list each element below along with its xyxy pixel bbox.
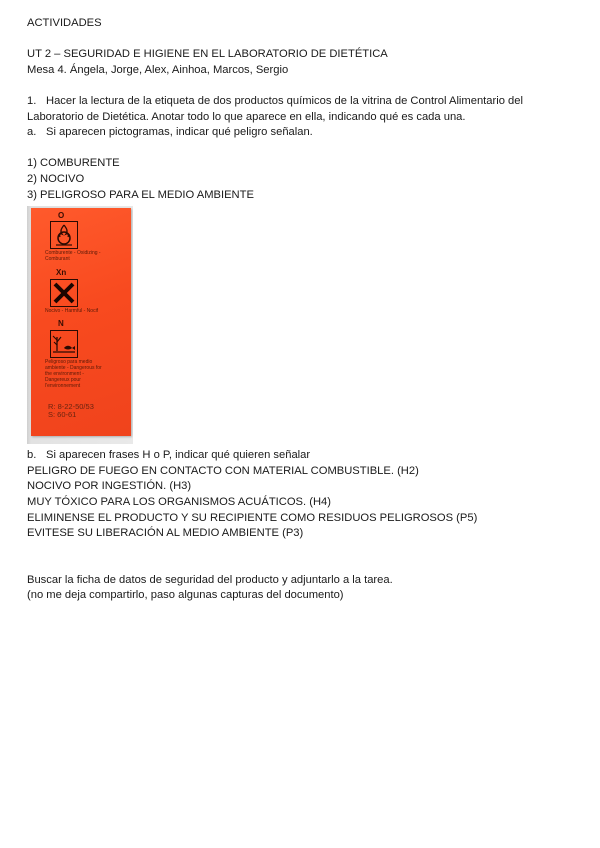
environment-hazard-icon — [50, 330, 78, 358]
closing-line2: (no me deja compartirlo, paso algunas capturas del documento) — [27, 589, 344, 602]
subtask-a-letter: a. — [27, 126, 37, 139]
subtask-a — [27, 125, 577, 141]
caption-n-line1: Peligroso para medio — [45, 359, 93, 366]
phrase-item: PELIGRO DE FUEGO EN CONTACTO CON MATERIAL COMBUSTIBLE. (H2) — [27, 464, 419, 477]
phrase-item: NOCIVO POR INGESTIÓN. (H3) — [27, 480, 192, 493]
oxidizing-pictogram-icon — [50, 221, 78, 249]
chemical-label-photo — [27, 206, 133, 444]
harmful-cross-icon — [50, 279, 78, 307]
subtask-b — [27, 448, 577, 464]
group-members: Mesa 4. Ángela, Jorge, Alex, Ainhoa, Marcos, Sergio — [27, 63, 289, 76]
unit-title: UT 2 – SEGURIDAD E HIGIENE EN EL LABORATORIO DE DIETÉTICA — [27, 48, 388, 61]
pictogram-item: 2) NOCIVO — [27, 172, 85, 185]
r-phrases: R: 8-22-50/53 — [48, 402, 94, 412]
document-page — [27, 16, 577, 604]
subtask-a-text: Si aparecen pictogramas, indicar qué peligro señalan. — [46, 126, 313, 139]
phrase-item: ELIMINENSE EL PRODUCTO Y SU RECIPIENTE COMO RESIDUOS PELIGROSOS (P5) — [27, 511, 478, 524]
caption-n-line4: Dangereux pour — [45, 377, 81, 384]
caption-o-line2: Comburant — [45, 256, 70, 263]
caption-o-line1: Comburente - Oxidizing - — [45, 250, 101, 257]
phrase-item: MUY TÓXICO PARA LOS ORGANISMOS ACUÁTICOS. (H4) — [27, 495, 331, 508]
caption-xn: Nocivo - Harmful - Nocif — [45, 308, 99, 315]
subtask-b-letter: b. — [27, 449, 37, 462]
chemical-label — [31, 208, 131, 436]
task-1 — [27, 94, 577, 110]
closing-line1: Buscar la ficha de datos de seguridad del producto y adjuntarlo a la tarea. — [27, 573, 393, 586]
s-phrases: S: 60-61 — [48, 410, 77, 420]
task-1-text-line2: Laboratorio de Dietética. Anotar todo lo que aparece en ella, indicando qué es cada una. — [27, 110, 466, 123]
hazard-code-o: O — [58, 211, 65, 221]
pictogram-item: 3) PELIGROSO PARA EL MEDIO AMBIENTE — [27, 188, 254, 201]
task-1-number: 1. — [27, 94, 37, 107]
hazard-code-xn: Xn — [56, 268, 67, 278]
caption-n-line5: l'environnement — [45, 383, 81, 390]
task-1-text-line1: Hacer la lectura de la etiqueta de dos productos químicos de la vitrina de Control Alimentario del — [46, 94, 523, 107]
phrase-item: EVITESE SU LIBERACIÓN AL MEDIO AMBIENTE (P3) — [27, 527, 304, 540]
caption-n-line2: ambiente - Dangerous for — [45, 365, 102, 372]
caption-n-line3: the environment - — [45, 371, 84, 378]
hazard-code-n: N — [58, 319, 64, 329]
heading: ACTIVIDADES — [27, 17, 102, 29]
pictogram-item: 1) COMBURENTE — [27, 157, 120, 170]
subtask-b-text: Si aparecen frases H o P, indicar qué quieren señalar — [46, 449, 311, 462]
